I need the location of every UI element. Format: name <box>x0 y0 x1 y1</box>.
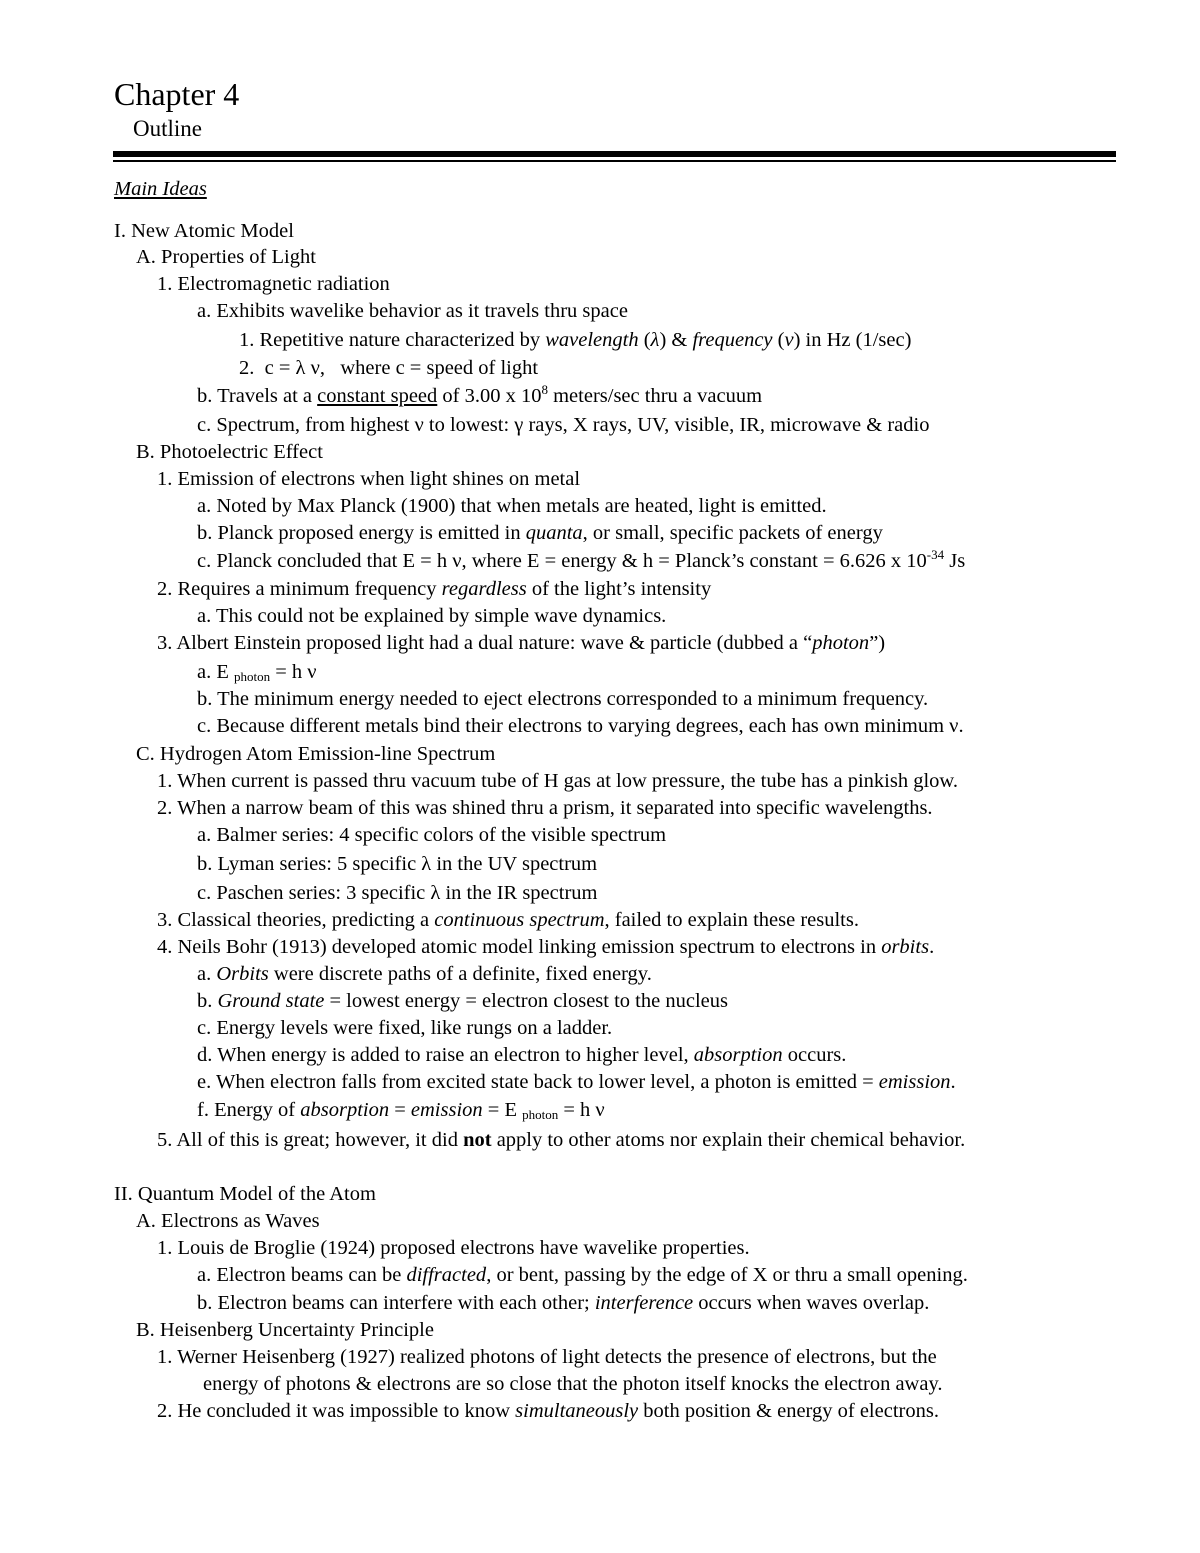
outline-line: C. Hydrogen Atom Emission-line Spectrum <box>136 743 496 765</box>
outline-line: 2. Requires a minimum frequency regardless of the light’s intensity <box>157 578 712 600</box>
outline-line: 2. When a narrow beam of this was shined thru a prism, it separated into specific wavelengths. <box>157 797 933 819</box>
outline-line: a. Balmer series: 4 specific colors of the visible spectrum <box>197 824 667 846</box>
outline-line: c. Spectrum, from highest ν to lowest: γ rays, X rays, UV, visible, IR, microwave & radio <box>197 414 930 436</box>
outline-line: II. Quantum Model of the Atom <box>114 1183 376 1205</box>
outline-line: a. This could not be explained by simple wave dynamics. <box>197 605 667 627</box>
outline-line: c. Paschen series: 3 specific λ in the IR spectrum <box>197 882 598 904</box>
outline-line: A. Electrons as Waves <box>136 1210 320 1232</box>
outline-line: a. Orbits were discrete paths of a definite, fixed energy. <box>197 963 652 985</box>
outline-line: c. Energy levels were fixed, like rungs on a ladder. <box>197 1017 613 1039</box>
outline-line: 2. c = λ ν, where c = speed of light <box>239 357 539 379</box>
outline-line: b. Ground state = lowest energy = electron closest to the nucleus <box>197 990 728 1012</box>
outline-line: e. When electron falls from excited state back to lower level, a photon is emitted = emission. <box>197 1071 956 1093</box>
outline-line: f. Energy of absorption = emission = E $_{photon}$ = h ν <box>197 1099 605 1122</box>
outline-line: a. E $_{photon}$ = h ν <box>197 661 317 684</box>
outline-line: 3. Albert Einstein proposed light had a dual nature: wave & particle (dubbed a “photon”) <box>157 632 886 654</box>
outline-line: energy of photons & electrons are so close that the photon itself knocks the electron away. <box>203 1373 943 1395</box>
outline-line: 1. Emission of electrons when light shines on metal <box>157 468 581 490</box>
chapter-title: Chapter 4 <box>114 76 240 112</box>
outline-line: 1. Electromagnetic radiation <box>157 273 390 295</box>
outline-line: B. Heisenberg Uncertainty Principle <box>136 1319 434 1341</box>
outline-line: 1. Repetitive nature characterized by wavelength (λ) & frequency (ν) in Hz (1/sec) <box>239 329 912 351</box>
outline-line: a. Noted by Max Planck (1900) that when metals are heated, light is emitted. <box>197 495 827 517</box>
outline-line: a. Electron beams can be diffracted, or bent, passing by the edge of X or thru a small opening. <box>197 1264 968 1286</box>
outline-line: 1. Louis de Broglie (1924) proposed electrons have wavelike properties. <box>157 1237 750 1259</box>
outline-line: c. Because different metals bind their electrons to varying degrees, each has own minimum ν. <box>197 715 964 737</box>
outline-line: 1. Werner Heisenberg (1927) realized photons of light detects the presence of electrons, but the <box>157 1346 937 1368</box>
outline-line: b. Electron beams can interfere with each other; interference occurs when waves overlap. <box>197 1292 930 1314</box>
outline-line: b. Planck proposed energy is emitted in quanta, or small, specific packets of energy <box>197 522 883 544</box>
outline-line: 3. Classical theories, predicting a continuous spectrum, failed to explain these results. <box>157 909 859 931</box>
outline-line: B. Photoelectric Effect <box>136 441 323 463</box>
section-heading-main-ideas: Main Ideas <box>114 178 207 200</box>
outline-line: 4. Neils Bohr (1913) developed atomic model linking emission spectrum to electrons in orbits. <box>157 936 935 958</box>
outline-line: a. Exhibits wavelike behavior as it travels thru space <box>197 300 628 322</box>
outline-line: d. When energy is added to raise an electron to higher level, absorption occurs. <box>197 1044 847 1066</box>
outline-line: 1. When current is passed thru vacuum tube of H gas at low pressure, the tube has a pinkish glow. <box>157 770 959 792</box>
outline-line: b. The minimum energy needed to eject electrons corresponded to a minimum frequency. <box>197 688 929 710</box>
outline-line: c. Planck concluded that E = h ν, where E = energy & h = Planck’s constant = 6.626 x $10^{-34}$ Js <box>197 547 966 572</box>
outline-line: 2. He concluded it was impossible to know simultaneously both position & energy of electrons. <box>157 1400 939 1422</box>
outline-line: b. Travels at a constant speed of 3.00 x $10^8$ meters/sec thru a vacuum <box>197 382 763 407</box>
chapter-subtitle: Outline <box>133 116 202 141</box>
outline-line: 5. All of this is great; however, it did not apply to other atoms nor explain their chemical behavior. <box>157 1129 966 1151</box>
outline-line: I. New Atomic Model <box>114 220 294 242</box>
outline-line: b. Lyman series: 5 specific λ in the UV spectrum <box>197 853 598 875</box>
outline-line: A. Properties of Light <box>136 246 316 268</box>
